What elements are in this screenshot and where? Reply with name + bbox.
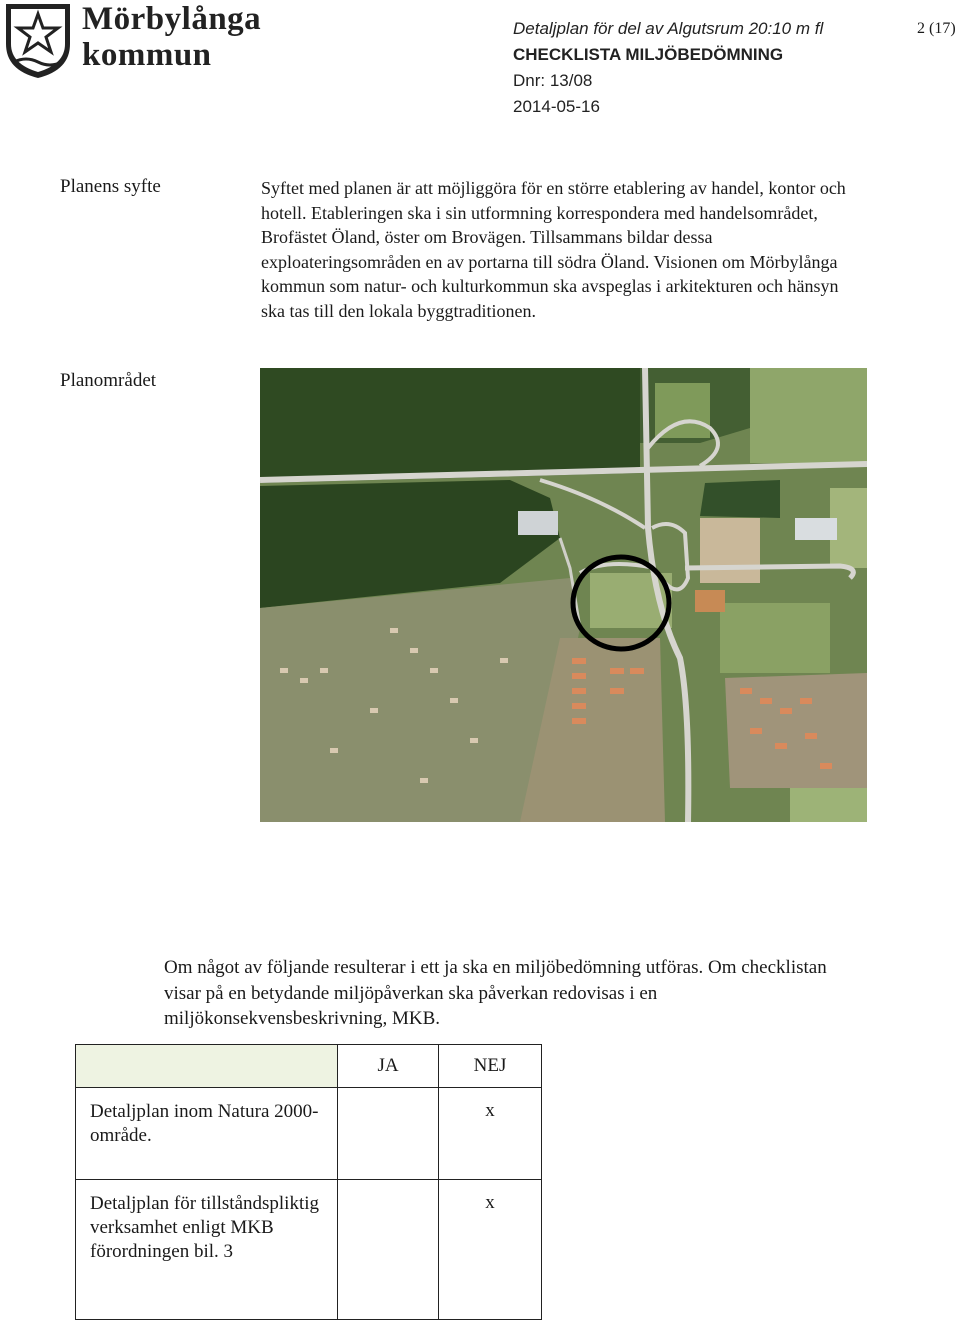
document-title: Detaljplan för del av Algutsrum 20:10 m fl — [513, 19, 824, 38]
table-row — [76, 1088, 542, 1180]
table-header-row — [76, 1045, 542, 1088]
building-hotel — [695, 590, 725, 612]
row-nej-cell — [439, 1088, 542, 1180]
planomrade-label: Planområdet — [60, 370, 157, 391]
row-label: Detaljplan inom Natura 2000-område. — [76, 1088, 338, 1180]
column-nej: NEJ — [439, 1045, 542, 1088]
field-northeast — [750, 368, 867, 463]
row-nej-cell — [439, 1180, 542, 1320]
logo-name-line2: kommun — [82, 37, 212, 73]
table-row — [76, 1180, 542, 1320]
document-subtitle: CHECKLISTA MILJÖBEDÖMNING — [513, 45, 784, 64]
header-empty-cell — [76, 1045, 338, 1088]
municipality-logo — [2, 0, 262, 80]
document-header — [513, 16, 823, 120]
syfte-paragraph: Syftet med planen är att möjliggöra för en större etablering av handel, kontor och hotell. Etableringen ska i sin utformning korrespondera med handelsområdet, Brofästet Öland, öster om Brovägen. Tillsammans bildar dessa exploateringsområden en av portarna till södra Öland. Visionen om Mörbylånga kommun som natur- och kulturkommun ska avspeglas i arkitekturen och hänsyn ska tas till den lokala byggtraditionen. — [261, 178, 846, 321]
document-dnr: Dnr: 13/08 — [513, 71, 593, 90]
building-east — [795, 518, 837, 540]
column-ja: JA — [338, 1045, 439, 1088]
syfte-label: Planens syfte — [60, 176, 161, 197]
checklist-note: Om något av följande resulterar i ett ja ska en miljöbedömning utföras. Om checklistan visar på en betydande miljöpåverkan ska påverkan redovisas i en miljökonsekvensbeskrivning, MKB. — [164, 957, 827, 1029]
nej-mark: x — [485, 1100, 495, 1121]
row-ja-cell — [338, 1180, 439, 1320]
page-number: 2 (17) — [917, 20, 956, 37]
row-ja-cell — [338, 1088, 439, 1180]
coat-of-arms-icon — [2, 0, 74, 80]
document-date: 2014-05-16 — [513, 97, 600, 116]
nej-mark: x — [485, 1192, 495, 1213]
row-label: Detaljplan för tillståndspliktig verksamhet enligt MKB förordningen bil. 3 — [76, 1180, 338, 1320]
aerial-photo-map — [260, 368, 867, 822]
checklist-table — [75, 1044, 542, 1320]
building-north — [518, 511, 558, 535]
forest-area-north — [260, 368, 640, 483]
logo-name-line1: Mörbylånga — [82, 1, 262, 37]
